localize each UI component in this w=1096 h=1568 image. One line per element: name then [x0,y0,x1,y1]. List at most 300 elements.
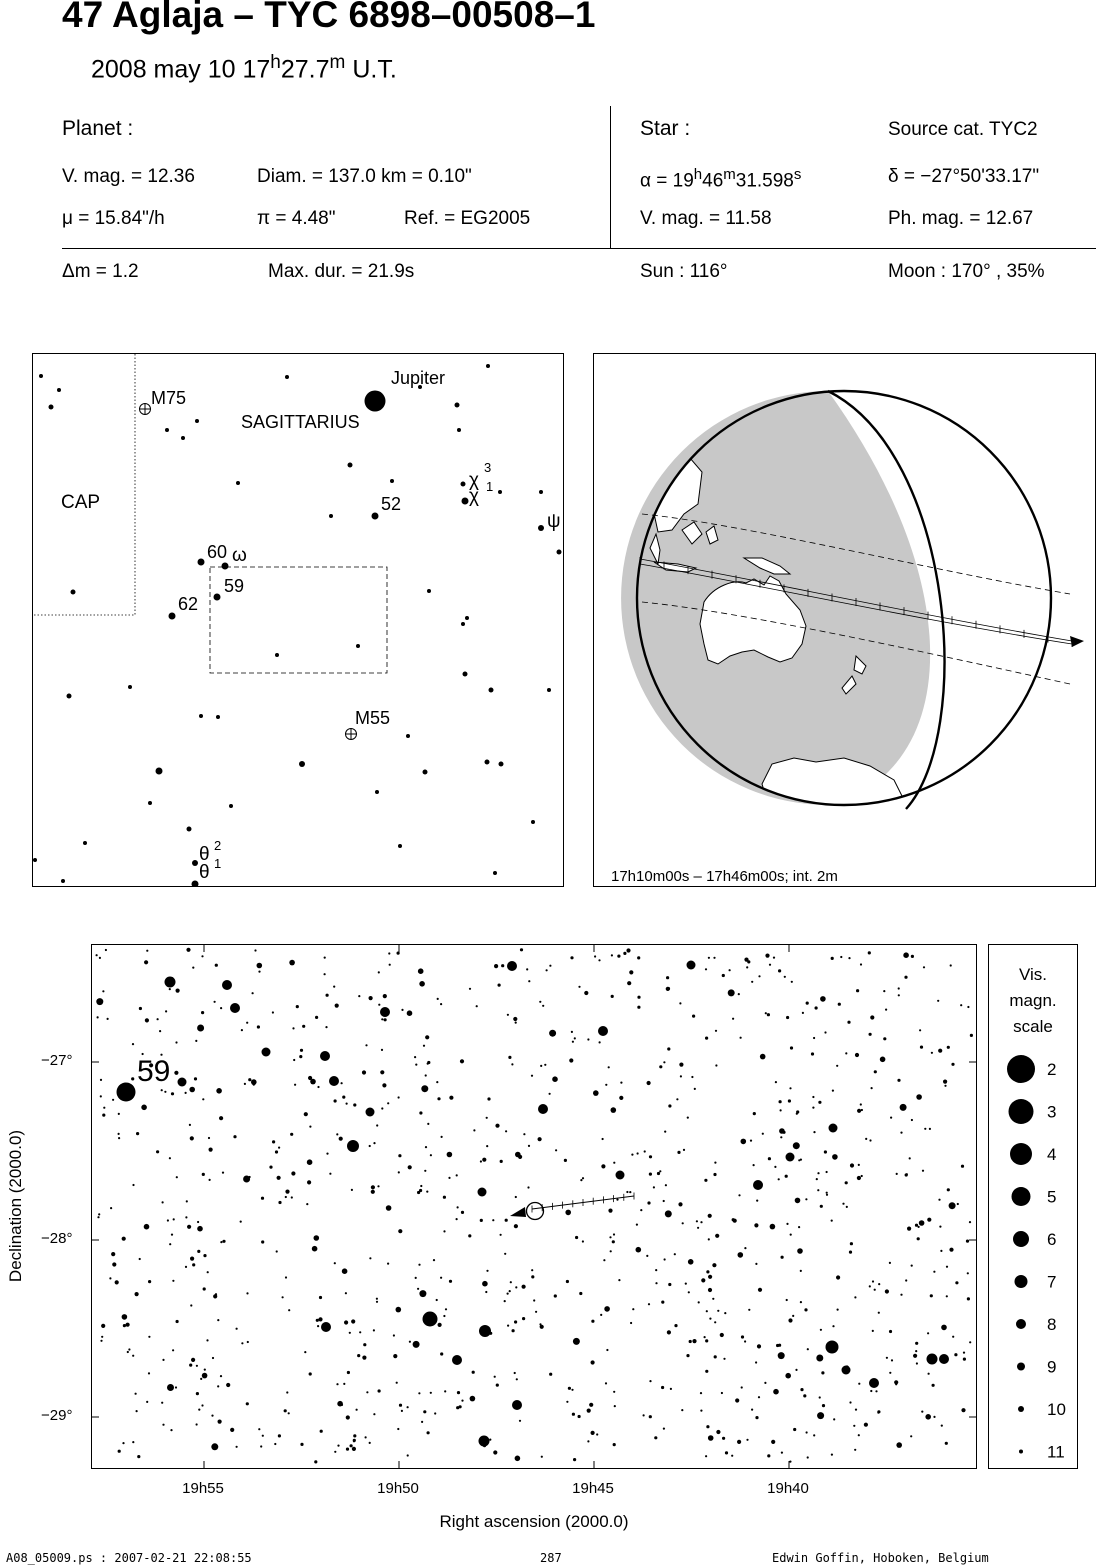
detail-star [578,1415,581,1418]
detail-star [494,1376,496,1378]
detail-star [324,957,326,959]
legend-magnitude-label: 6 [1047,1230,1057,1249]
detail-star [864,1423,868,1427]
jupiter-marker [365,391,386,412]
detail-star [878,1283,880,1285]
detail-star [362,1356,366,1360]
detail-star [397,1428,399,1430]
detail-star [132,1043,134,1045]
detail-star [817,1412,824,1419]
detail-star [159,1030,161,1032]
detail-star [286,1391,288,1393]
detail-star [785,1373,791,1379]
detail-star [398,1171,400,1173]
finder-star [275,653,279,657]
detail-star [358,995,360,997]
detail-star [373,1329,375,1331]
finder-star [372,513,379,520]
detail-star [589,1403,593,1407]
detail-star [408,1165,412,1169]
detail-star [705,1455,707,1457]
finder-star [406,734,410,738]
detail-star [792,1315,794,1317]
detail-star [371,1185,375,1189]
detail-star [780,1109,782,1111]
detail-star [883,990,885,992]
detail-star [105,949,107,951]
detail-star [448,1177,450,1179]
detail-star [674,1324,677,1327]
detail-star [786,1299,788,1301]
detail-star [96,954,98,956]
detail-star [202,1173,205,1176]
detail-star [118,1113,120,1115]
detail-star [963,1352,965,1354]
detail-star [505,1130,507,1132]
detail-star [896,1442,902,1448]
detail-star [950,964,952,966]
detail-star [869,1285,871,1287]
detail-star [109,1277,111,1279]
detail-star [845,1052,847,1054]
detail-star [317,1086,319,1088]
detail-star [611,995,614,998]
finder-star [195,419,199,423]
detail-star [473,1129,475,1131]
detail-star [139,1007,142,1010]
detail-star [889,1330,892,1333]
detail-star [569,1058,573,1062]
finder-star [214,594,221,601]
detail-stars [96,948,974,1464]
detail-star [947,1188,950,1191]
detail-star [434,1412,436,1414]
detail-star [789,1461,791,1463]
detail-star [790,1046,793,1049]
detail-star [570,956,573,959]
detail-star [878,1312,880,1314]
detail-star [427,1123,429,1125]
detail-star [705,1339,708,1342]
detail-star [424,1170,426,1172]
finder-star [398,844,402,848]
detail-star [285,1190,289,1194]
detail-star [629,970,633,974]
detail-star [845,1181,848,1184]
detail-star [679,1002,681,1004]
detail-star [243,1176,250,1183]
detail-bright-star [478,1188,487,1197]
finder-star [128,685,132,689]
detail-chart-svg [92,945,976,1468]
detail-star [706,1270,709,1273]
detail-star [337,1445,339,1447]
detail-star [100,1079,102,1081]
detail-star [209,1148,213,1152]
event-datetime: 2008 may 10 17$^h$27.7$^m$ U.T. [91,52,397,84]
detail-star [449,1280,452,1283]
detail-bright-star [320,1051,330,1061]
detail-star [214,1001,216,1003]
detail-star [721,1392,723,1394]
detail-star [436,1299,438,1301]
legend-magnitude-label: 3 [1047,1102,1057,1122]
finder-star [57,388,61,392]
detail-star [504,1253,506,1255]
detail-star [812,1107,814,1109]
detail-star [167,1219,169,1221]
detail-star [456,1174,458,1176]
detail-star [136,1410,138,1412]
detail-star [668,1104,671,1107]
detail-star [217,1319,219,1321]
detail-star [941,1425,943,1427]
finder-star [198,559,205,566]
detail-star [505,1219,508,1222]
star-vmag: V. mag. = 11.58 [640,208,772,229]
detail-star [568,1387,571,1390]
detail-star [805,1198,807,1200]
legend-magnitude-dot [1013,1231,1029,1247]
detail-star [157,1018,159,1020]
detail-star [961,1165,964,1168]
detail-star [527,1186,529,1188]
detail-star [384,1018,387,1021]
finder-star [67,694,72,699]
finder-star [348,463,353,468]
detail-star [137,1455,140,1458]
detail-star [922,1170,924,1172]
detail-star [190,1136,194,1140]
detail-star [769,964,771,966]
detail-star [191,1358,195,1362]
detail-star [705,1370,708,1373]
detail-star [850,1163,854,1167]
detail-star [469,988,471,990]
detail-star [906,1173,908,1175]
detail-star [515,1152,521,1158]
detail-star [861,1109,863,1111]
detail-star [790,1234,792,1236]
detail-star [861,1175,863,1177]
detail-star [493,1450,497,1454]
legend-svg [989,945,1077,1468]
detail-star [907,1227,911,1231]
detail-star [900,1132,902,1134]
detail-star [709,1318,711,1320]
detail-star [729,969,731,971]
detail-star [785,1175,788,1178]
detail-star [802,1012,804,1014]
detail-star [587,1038,589,1040]
target-star-circle [527,1203,544,1220]
detail-star [443,1230,445,1232]
detail-star [288,1412,290,1414]
detail-star [278,1201,281,1204]
detail-star [664,1131,666,1133]
detail-star [500,1234,502,1236]
detail-star [522,1317,525,1320]
detail-star [706,1425,709,1428]
finder-star [33,858,37,862]
detail-star [575,1236,578,1239]
detail-star [504,1300,506,1302]
detail-star [277,1176,281,1180]
detail-star [554,1294,557,1297]
detail-star [818,1101,821,1104]
detail-star [855,1053,859,1057]
detail-star [817,1189,819,1191]
detail-star [679,1063,683,1067]
detail-star [401,1410,403,1412]
detail-star [144,1224,150,1230]
detail-star [573,1338,580,1345]
detail-star [676,1098,678,1100]
detail-star [613,1443,616,1446]
legend-magnitude-label: 5 [1047,1187,1057,1207]
detail-star [304,1112,308,1116]
detail-star [735,1398,739,1402]
detail-star [944,1085,946,1087]
detail-star [291,1171,295,1175]
detail-star [637,996,640,999]
finder-star [169,613,176,620]
detail-star [139,1258,141,1260]
label-60: 60 [207,542,228,562]
detail-star [366,1391,368,1393]
detail-bright-star [829,1124,838,1133]
detail-star [822,1404,825,1407]
detail-star [591,1360,595,1364]
detail-bright-star [178,1078,187,1087]
detail-star [97,1016,99,1018]
legend-magnitude-label: 4 [1047,1145,1057,1164]
detail-star [898,994,900,996]
detail-star [758,1396,760,1398]
detail-star [582,1240,584,1242]
detail-star [310,1079,316,1085]
detail-star [821,1371,824,1374]
detail-star [853,1425,855,1427]
detail-star [795,1369,797,1371]
detail-star [378,971,380,973]
detail-star [329,1173,331,1175]
detail-star [284,1409,287,1412]
detail-star [162,1424,164,1426]
detail-star [538,1137,542,1141]
detail-star [885,1289,889,1293]
finder-star [485,760,490,765]
detail-star [357,1354,360,1357]
detail-star [813,1037,815,1039]
detail-star [164,1091,166,1093]
detail-star [381,1107,383,1109]
star-heading: Star : [640,117,691,140]
detail-star [614,1405,616,1407]
detail-star [885,1009,887,1011]
detail-star [549,1093,551,1095]
detail-star [751,981,753,983]
finder-star [375,790,379,794]
label-star-59: 59 [137,1055,171,1088]
detail-star [700,1392,702,1394]
detail-star [169,988,171,990]
legend-magnitude-dot [1019,1450,1023,1454]
detail-star [376,1124,378,1126]
detail-star [826,1194,828,1196]
detail-star [443,1315,445,1317]
detail-star [309,1126,311,1128]
planet-vmag: V. mag. = 12.36 [62,166,195,187]
detail-star [748,1309,750,1311]
detail-star [528,1145,530,1147]
detail-star [346,1415,350,1419]
detail-star [593,1090,599,1096]
detail-star [741,1335,744,1338]
detail-star [192,1263,195,1266]
detail-star [824,1031,826,1033]
detail-star [741,1139,747,1145]
detail-star [744,1340,746,1342]
detail-star [798,1159,800,1161]
detail-star [756,1200,758,1202]
detail-star [342,1268,348,1274]
detail-star [531,1269,533,1271]
detail-star [755,1416,758,1419]
finder-star [465,616,469,620]
detail-star [437,998,439,1000]
detail-star [708,1238,710,1240]
detail-star [393,1354,397,1358]
detail-star [795,1198,801,1204]
detail-star [207,1271,209,1273]
detail-star [854,1449,856,1451]
label-psi: ψ [547,511,561,532]
detail-star [831,1454,833,1456]
detail-star [544,1064,546,1066]
detail-star [501,964,504,967]
detail-star [407,1406,409,1408]
detail-star [700,1410,702,1412]
detail-star [813,1131,815,1133]
detail-star [541,1456,543,1458]
detail-star [171,1234,173,1236]
label-theta2-index: 2 [214,838,222,853]
detail-star [480,1160,482,1162]
detail-star [812,1096,814,1098]
finder-star [539,490,543,494]
detail-star [911,955,914,958]
detail-star [341,1082,343,1084]
detail-star [778,1178,780,1180]
detail-star [414,1056,416,1058]
detail-star [696,1220,698,1222]
detail-star [515,1022,517,1024]
detail-star [359,1331,361,1333]
detail-star [915,1342,918,1345]
detail-star [126,1323,130,1327]
detail-star [362,1070,366,1074]
detail-star [681,1409,683,1411]
detail-star [309,1372,312,1375]
detail-star [122,1442,124,1444]
detail-star [700,1221,702,1223]
detail-star [220,1375,222,1377]
detail-star [849,1251,852,1254]
detail-star [591,1431,595,1435]
detail-star [196,1365,198,1367]
detail-star [513,1017,517,1021]
detail-star [753,1164,755,1166]
globe-time-caption: 17h10m00s – 17h46m00s; int. 2m [611,868,838,885]
page-title: 47 Aglaja – TYC 6898–00508–1 [62,0,596,35]
detail-star [663,1061,665,1063]
detail-star [918,1226,920,1228]
label-theta2: θ [199,844,210,865]
detail-star [741,1386,743,1388]
detail-star [170,1429,172,1431]
detail-star [712,1263,716,1267]
detail-star [421,1421,423,1423]
detail-star [135,1393,137,1395]
detail-star [594,955,596,957]
detail-star [925,1414,931,1420]
label-theta1-index: 1 [214,856,222,871]
detail-star [427,1431,430,1434]
detail-star [930,1294,933,1297]
legend-magnitude-label: 9 [1047,1357,1057,1377]
detail-star [781,1452,783,1454]
detail-star [674,1253,676,1255]
detail-star [233,1135,236,1138]
detail-star [535,1311,537,1313]
detail-star [909,1157,911,1159]
detail-star [600,1314,602,1316]
detail-star [767,1013,770,1016]
detail-star [692,1339,696,1343]
detail-star [692,1015,695,1018]
detail-star [869,1033,872,1036]
x-tick-label: 19h40 [767,1480,809,1497]
detail-star [753,1112,756,1115]
detail-star [190,1304,192,1306]
detail-star [967,1006,969,1008]
detail-star [512,1329,515,1332]
detail-star [955,1281,958,1284]
detail-star [833,1418,835,1420]
detail-star [461,1211,464,1214]
detail-star [826,1192,828,1194]
detail-star [733,1219,737,1223]
detail-star [258,1428,260,1430]
detail-star [842,1203,844,1205]
detail-star [252,992,254,994]
label-chi3-index: 3 [484,460,492,475]
detail-star [682,1222,684,1224]
detail-star [919,1029,921,1031]
finder-star [61,879,65,883]
detail-star [869,1139,871,1141]
detail-star [334,1262,336,1264]
detail-star [832,1325,834,1327]
finder-star [299,761,305,767]
detail-star [296,1005,299,1008]
detail-star [949,1248,953,1252]
detail-star [613,1233,615,1235]
detail-star [101,1324,105,1328]
detail-star [896,1173,898,1175]
detail-star [425,1074,427,1076]
